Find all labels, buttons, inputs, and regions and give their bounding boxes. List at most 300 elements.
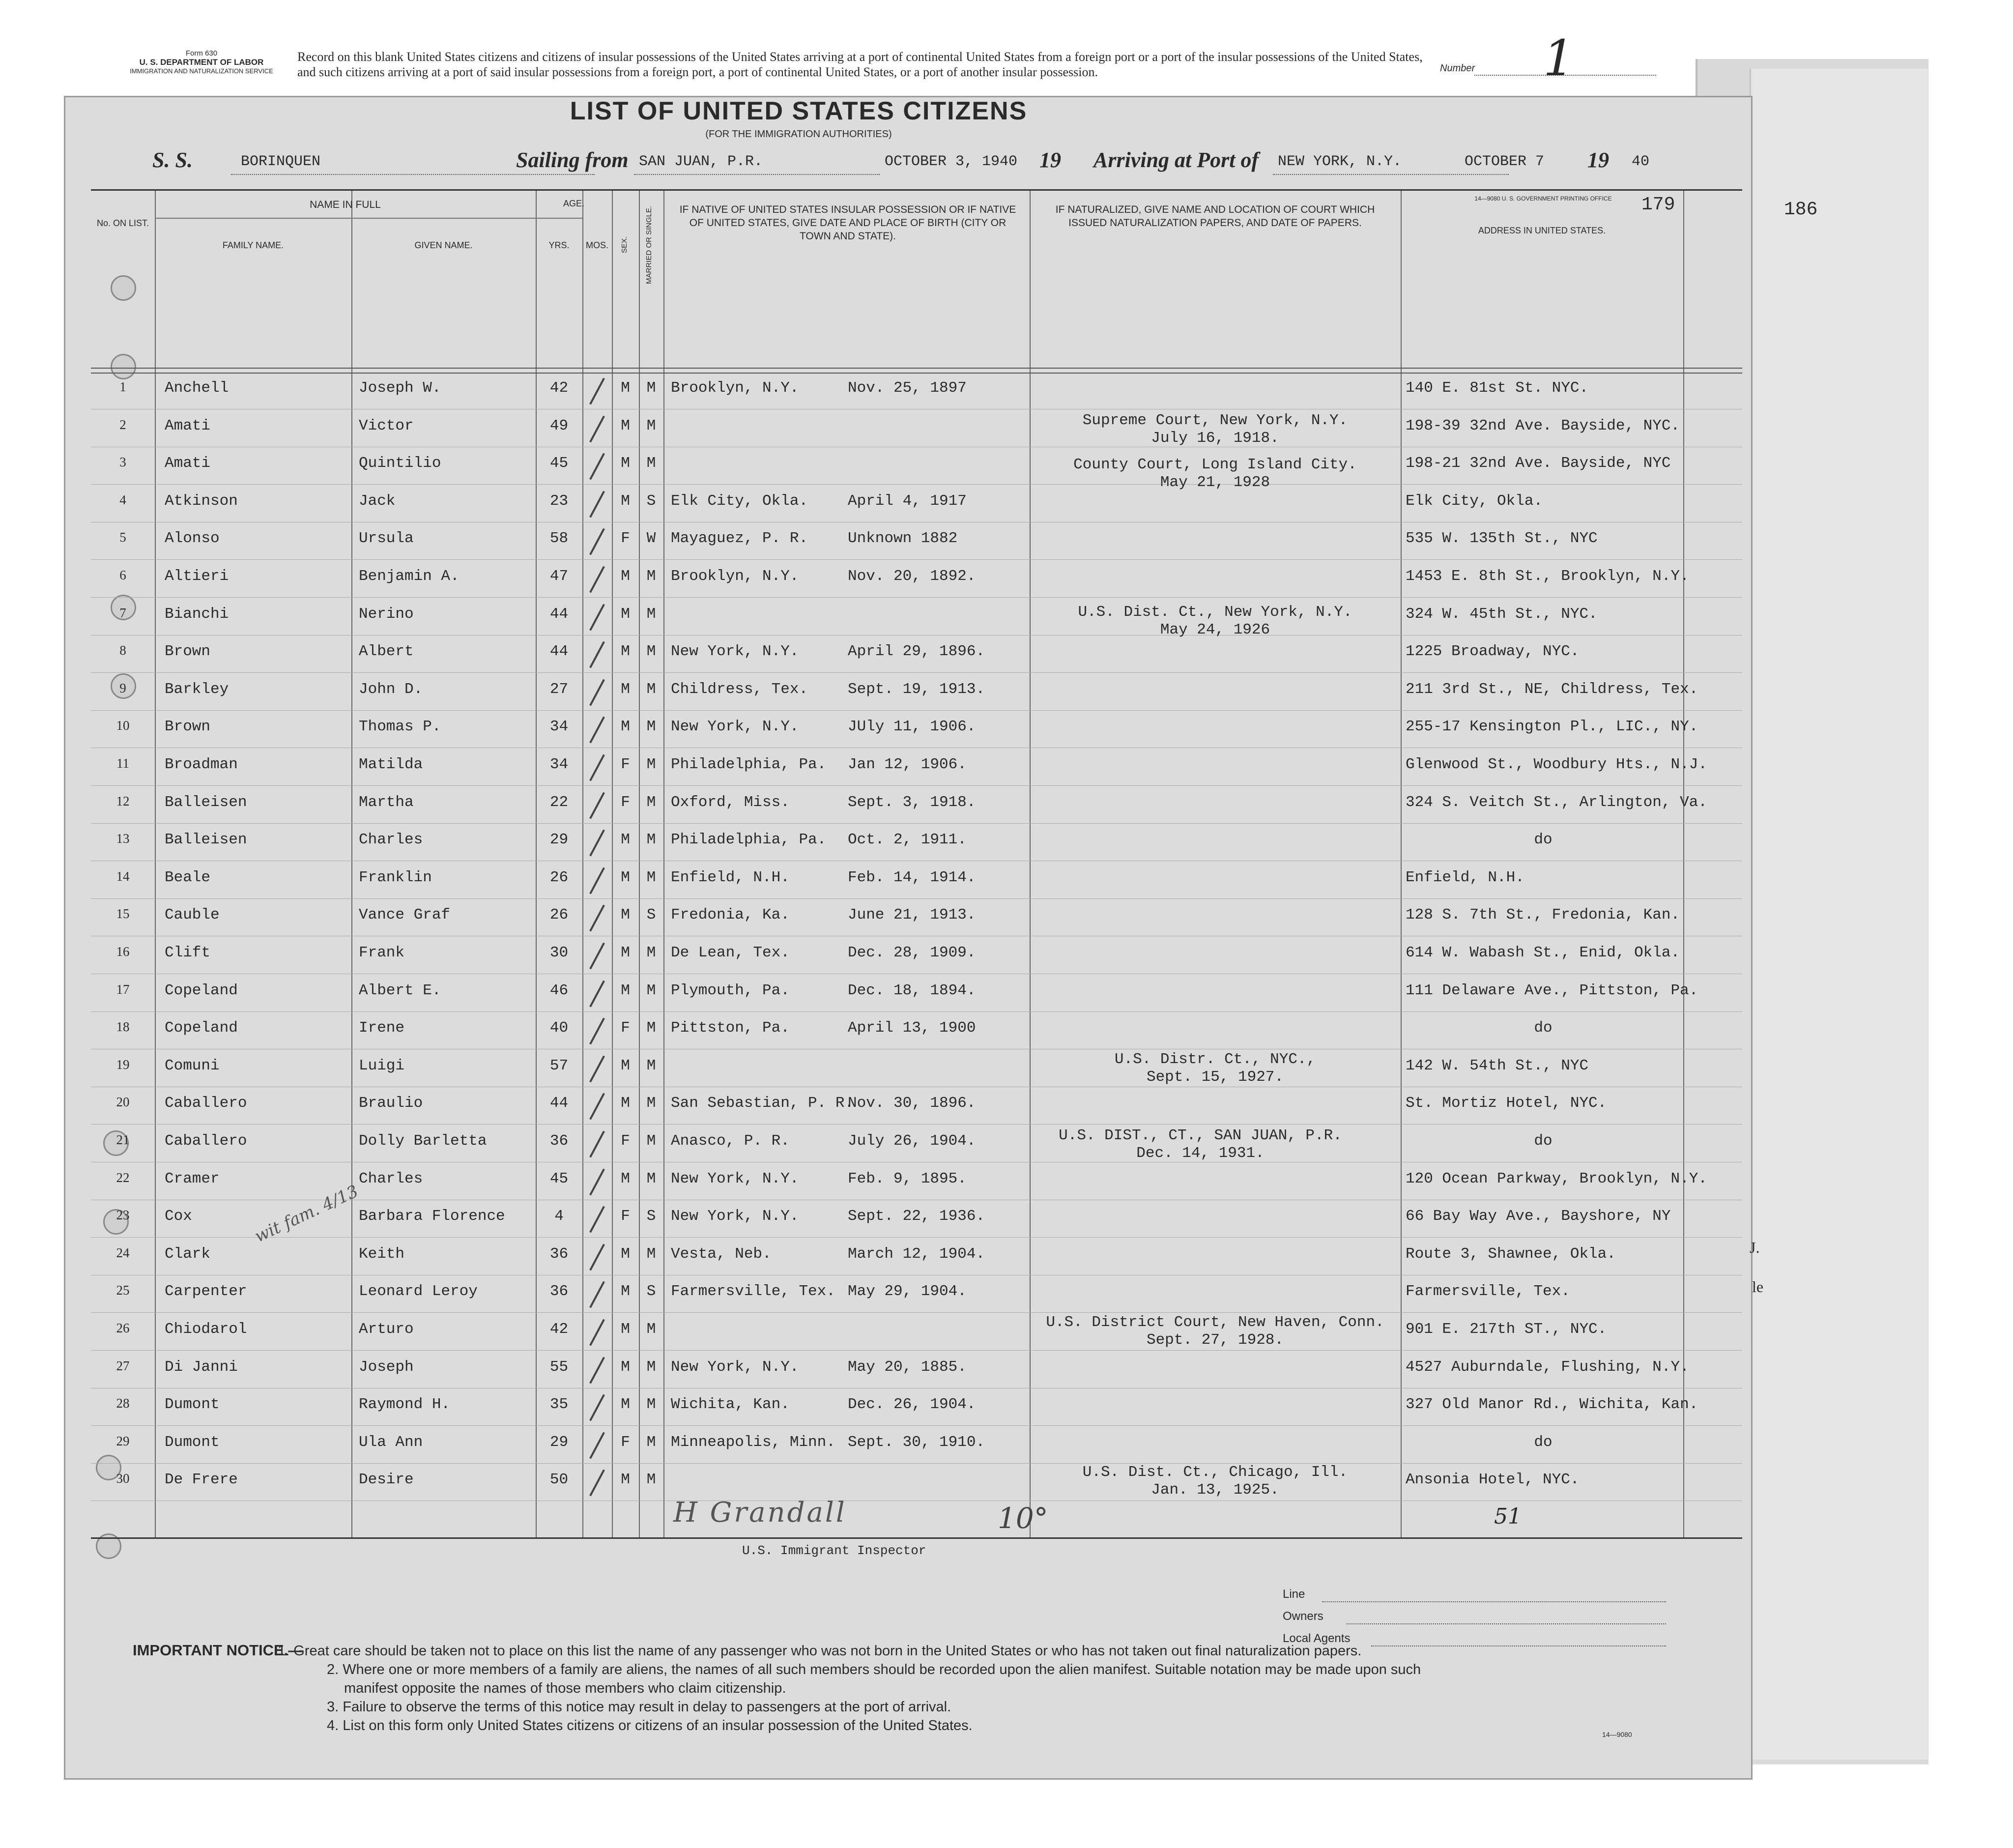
given-name: Albert [359, 643, 414, 661]
given-name: Frank [359, 944, 405, 961]
marital-status: M [646, 793, 656, 811]
age-years: 46 [549, 982, 569, 999]
given-name: Desire [359, 1471, 414, 1489]
th-given-name: GIVEN NAME. [414, 240, 473, 250]
sex: M [621, 1358, 630, 1376]
notice-2-cont: manifest opposite the names of those members who claim citizenship. [344, 1680, 786, 1696]
table-row [91, 824, 1742, 861]
age-years: 22 [549, 793, 569, 811]
th-sex: SEX. [620, 236, 629, 254]
row-number: 25 [116, 1283, 130, 1298]
sex: M [621, 1396, 630, 1414]
inspector-label: U.S. Immigrant Inspector [742, 1543, 926, 1558]
table-row [91, 1276, 1742, 1313]
marital-status: S [646, 492, 656, 510]
family-name: Caballero [165, 1132, 247, 1150]
table-row [91, 1050, 1742, 1087]
birth-place: Brooklyn, N.Y. [671, 568, 799, 585]
age-years: 36 [549, 1283, 569, 1300]
marital-status: M [646, 1471, 656, 1489]
given-name: Charles [359, 831, 423, 849]
family-name: Bianchi [165, 605, 229, 623]
months-dash-mark [589, 1357, 605, 1384]
sex: M [621, 417, 630, 434]
birth-place: Childress, Tex. [671, 680, 808, 698]
notice-4: 4. List on this form only United States citizens or citizens of an insular possession of the United States. [327, 1718, 973, 1733]
marital-status: M [646, 718, 656, 736]
family-name: Comuni [165, 1057, 220, 1074]
marital-status: M [646, 605, 656, 623]
address: Elk City, Okla. [1406, 492, 1543, 510]
address: 142 W. 54th St., NYC [1406, 1057, 1589, 1074]
given-name: Thomas P. [359, 718, 441, 736]
birth-place: Philadelphia, Pa. [671, 831, 827, 849]
row-rule [91, 1011, 1742, 1012]
given-name: Braulio [359, 1095, 423, 1112]
marital-status: M [646, 1245, 656, 1263]
age-years: 49 [549, 417, 569, 434]
family-name: Amati [165, 455, 211, 472]
given-name: Arturo [359, 1321, 414, 1338]
marital-status: M [646, 944, 656, 961]
birth-date: June 21, 1913. [848, 906, 976, 924]
notice-1: 1. Great care should be taken not to place on this list the name of any passenger who was not born in the United States or who has not taken out final naturalization papers. [278, 1643, 1362, 1659]
age-years: 26 [549, 906, 569, 924]
birth-place: Minneapolis, Minn. [671, 1433, 835, 1451]
table-row [91, 636, 1742, 673]
family-name: Copeland [165, 982, 238, 999]
row-number: 5 [119, 530, 126, 545]
court-name: U.S. DIST., CT., SAN JUAN, P.R. [1059, 1127, 1342, 1144]
months-dash-mark [589, 1168, 605, 1195]
sex: M [621, 680, 630, 698]
age-years: 29 [549, 1433, 569, 1451]
months-dash-mark [589, 905, 605, 932]
th-name-in-full: NAME IN FULL [310, 199, 381, 210]
birth-place: Fredonia, Ka. [671, 906, 790, 924]
birth-date: April 4, 1917 [848, 492, 967, 510]
birth-date: Sept. 19, 1913. [848, 680, 985, 698]
notice-2: 2. Where one or more members of a family are aliens, the names of all such members should be recorded upon the alien manifest. Suitable notation may be made upon such [327, 1662, 1421, 1677]
sex: F [621, 1132, 630, 1150]
given-name: Albert E. [359, 982, 441, 999]
marital-status: W [646, 530, 656, 548]
passenger-count: 51 [1494, 1504, 1522, 1529]
birth-date: April 29, 1896. [848, 643, 985, 661]
given-name: Joseph W. [359, 379, 441, 397]
marital-status: M [646, 379, 656, 397]
given-name: Franklin [359, 868, 432, 886]
table-row [91, 674, 1742, 711]
marital-status: M [646, 1321, 656, 1338]
birth-date: Feb. 9, 1895. [848, 1170, 967, 1187]
passenger-table [91, 189, 1742, 1539]
given-name: Quintilio [359, 455, 441, 472]
sailing-date: OCTOBER 3, 1940 [885, 153, 1018, 170]
sailing-year-prefix: 19 [1039, 148, 1061, 172]
agents-label: Local Agents [1283, 1632, 1351, 1645]
page-stamp: 179 [1641, 194, 1675, 215]
table-row [91, 1464, 1742, 1501]
list-number: 1 [1543, 29, 1575, 87]
age-years: 30 [549, 944, 569, 961]
th-naturalized: IF NATURALIZED, GIVE NAME AND LOCATION OF COURT WHICH ISSUED NATURALIZATION PAPERS, AND DATE OF PAPERS. [1055, 204, 1375, 229]
age-years: 26 [549, 868, 569, 886]
birth-date: Sept. 22, 1936. [848, 1208, 985, 1225]
row-number: 26 [116, 1321, 130, 1335]
row-rule [91, 672, 1742, 673]
row-number: 2 [119, 417, 126, 432]
sex: M [621, 944, 630, 961]
given-name: Keith [359, 1245, 405, 1263]
age-years: 58 [549, 530, 569, 548]
sex: M [621, 982, 630, 999]
age-years: 23 [549, 492, 569, 510]
months-dash-mark [589, 566, 605, 593]
row-number: 17 [116, 982, 130, 997]
th-age: AGE. [563, 199, 584, 208]
naturalization-entry [1039, 1314, 1391, 1349]
row-rule [91, 898, 1742, 899]
sex: M [621, 1245, 630, 1263]
address: 111 Delaware Ave., Pittston, Pa. [1406, 982, 1698, 999]
months-dash-mark [589, 1470, 605, 1497]
address: 1225 Broadway, NYC. [1406, 643, 1580, 661]
sex: F [621, 1433, 630, 1451]
family-name: Cox [165, 1208, 192, 1225]
age-years: 34 [549, 756, 569, 773]
address: 128 S. 7th St., Fredonia, Kan. [1406, 906, 1680, 924]
address: 327 Old Manor Rd., Wichita, Kan. [1406, 1396, 1698, 1414]
age-years: 35 [549, 1396, 569, 1414]
row-rule [91, 1312, 1742, 1313]
address: Glenwood St., Woodbury Hts., N.J. [1406, 756, 1707, 773]
row-number: 29 [116, 1433, 130, 1448]
marital-status: M [646, 1433, 656, 1451]
birth-place: De Lean, Tex. [671, 944, 790, 961]
given-name: Victor [359, 417, 414, 434]
family-name: Brown [165, 643, 211, 661]
naturalization-entry [1025, 1127, 1376, 1162]
th-married: MARRIED OR SINGLE. [645, 205, 653, 284]
th-birth: IF NATIVE OF UNITED STATES INSULAR POSSESSION OR IF NATIVE OF UNITED STATES, GIVE DATE AND PLACE OF BIRTH (CITY OR TOWN AND STATE). [679, 204, 1016, 242]
marital-status: M [646, 455, 656, 472]
age-years: 42 [549, 1321, 569, 1338]
family-name: Clark [165, 1245, 211, 1263]
sex: F [621, 756, 630, 773]
sex: M [621, 1321, 630, 1338]
row-rule [91, 484, 1742, 485]
ship-name: BORINQUEN [241, 153, 321, 170]
row-number: 15 [116, 906, 130, 922]
birth-date: Nov. 30, 1896. [848, 1095, 976, 1112]
table-row [91, 1126, 1742, 1162]
sex: M [621, 1283, 630, 1300]
months-dash-mark [589, 641, 605, 668]
family-name: Balleisen [165, 831, 247, 849]
sex: M [621, 492, 630, 510]
row-number: 1 [119, 379, 126, 394]
th-yrs: YRS. [548, 240, 570, 250]
months-dash-mark [589, 830, 605, 857]
months-dash-mark [589, 1055, 605, 1082]
age-years: 40 [549, 1019, 569, 1037]
address: 614 W. Wabash St., Enid, Okla. [1406, 944, 1680, 961]
row-rule [91, 785, 1742, 786]
ss-label: S. S. [152, 148, 193, 172]
row-rule [91, 710, 1742, 711]
birth-place: New York, N.Y. [671, 718, 799, 736]
sailing-label: Sailing from [516, 148, 629, 172]
age-years: 47 [549, 568, 569, 585]
page-stamp-right: 186 [1784, 199, 1818, 220]
given-name: John D. [359, 680, 423, 698]
address: do [1534, 831, 1553, 849]
marital-status: M [646, 1170, 656, 1187]
row-number: 30 [116, 1471, 130, 1486]
table-row [91, 561, 1742, 598]
given-name: Barbara Florence [359, 1208, 505, 1225]
address: 211 3rd St., NE, Childress, Tex. [1406, 680, 1698, 698]
ship-underline [231, 174, 595, 175]
row-rule [91, 597, 1742, 598]
address: do [1534, 1433, 1553, 1451]
birth-date: Feb. 14, 1914. [848, 868, 976, 886]
naturalization-entry [1039, 1464, 1391, 1499]
marital-status: M [646, 1095, 656, 1112]
table-row [91, 1314, 1742, 1351]
line-underline [1322, 1601, 1666, 1602]
notice-3: 3. Failure to observe the terms of this notice may result in delay to passengers at the port of arrival. [327, 1699, 951, 1715]
birth-place: New York, N.Y. [671, 643, 799, 661]
inspector-signature: H Grandall [673, 1497, 847, 1529]
arrival-port: NEW YORK, N.Y. [1278, 153, 1402, 170]
th-mos: MOS. [585, 240, 608, 250]
family-name: Barkley [165, 680, 229, 698]
court-date: Sept. 27, 1928. [1146, 1331, 1284, 1349]
address: 255-17 Kensington Pl., LIC., NY. [1406, 718, 1698, 736]
birth-date: Dec. 28, 1909. [848, 944, 976, 961]
sailing-underline [634, 174, 880, 175]
table-row [91, 373, 1742, 409]
months-dash-mark [589, 378, 605, 405]
row-number: 19 [116, 1057, 130, 1072]
months-dash-mark [589, 792, 605, 819]
table-row [91, 862, 1742, 899]
sex: F [621, 1019, 630, 1037]
address: 535 W. 135th St., NYC [1406, 530, 1598, 548]
sex: F [621, 793, 630, 811]
owners-underline [1347, 1623, 1666, 1624]
th-no: No. ON LIST. [96, 218, 149, 228]
printing-office: 14—9080 U. S. GOVERNMENT PRINTING OFFICE [1474, 195, 1612, 202]
family-name: Brown [165, 718, 211, 736]
th-address: ADDRESS IN UNITED STATES. [1478, 226, 1606, 235]
header-sub-rule [155, 218, 582, 219]
naturalization-entry [1039, 604, 1391, 639]
row-rule [91, 559, 1742, 560]
age-years: 44 [549, 643, 569, 661]
address: Farmersville, Tex. [1406, 1283, 1570, 1300]
birth-date: Oct. 2, 1911. [848, 831, 967, 849]
given-name: Raymond H. [359, 1396, 451, 1414]
birth-place: Farmersville, Tex. [671, 1283, 835, 1300]
marital-status: S [646, 1208, 656, 1225]
row-number: 6 [119, 568, 126, 582]
table-row [91, 899, 1742, 936]
court-name: County Court, Long Island City. [1073, 456, 1357, 473]
birth-date: Jan 12, 1906. [848, 756, 967, 773]
sex: M [621, 568, 630, 585]
given-name: Nerino [359, 605, 414, 623]
birth-date: March 12, 1904. [848, 1245, 985, 1263]
table-row [91, 410, 1742, 447]
given-name: Ula Ann [359, 1433, 423, 1451]
given-name: Charles [359, 1170, 423, 1187]
months-dash-mark [589, 453, 605, 480]
marital-status: M [646, 680, 656, 698]
marital-status: M [646, 982, 656, 999]
birth-place: Wichita, Kan. [671, 1396, 790, 1414]
marital-status: M [646, 831, 656, 849]
court-date: May 24, 1926 [1160, 621, 1270, 638]
table-row [91, 486, 1742, 522]
number-label: Number [1440, 63, 1475, 74]
given-name: Irene [359, 1019, 405, 1037]
birth-place: Mayaguez, P. R. [671, 530, 808, 548]
row-number: 8 [119, 643, 126, 658]
page-subtitle: (FOR THE IMMIGRATION AUTHORITIES) [705, 129, 892, 140]
row-number: 12 [116, 793, 130, 808]
address: do [1534, 1132, 1553, 1150]
birth-date: Dec. 26, 1904. [848, 1396, 976, 1414]
months-dash-mark [589, 1018, 605, 1045]
form-code: 14—9080 [1602, 1731, 1632, 1738]
marital-status: M [646, 568, 656, 585]
birth-place: San Sebastian, P. R. [671, 1095, 854, 1112]
months-dash-mark [589, 1093, 605, 1120]
family-name: Balleisen [165, 793, 247, 811]
address: 140 E. 81st St. NYC. [1406, 379, 1589, 397]
sex: M [621, 868, 630, 886]
form-number: Form 630 [185, 49, 218, 58]
owners-label: Owners [1283, 1610, 1323, 1623]
months-dash-mark [589, 1319, 605, 1346]
birth-place: Plymouth, Pa. [671, 982, 790, 999]
age-years: 42 [549, 379, 569, 397]
arrival-underline [1273, 174, 1509, 175]
family-name: Altieri [165, 568, 229, 585]
months-dash-mark [589, 528, 605, 555]
th-family-name: FAMILY NAME. [222, 240, 284, 250]
line-label: Line [1283, 1588, 1305, 1601]
given-name: Benjamin A. [359, 568, 460, 585]
court-date: Jan. 13, 1925. [1151, 1481, 1279, 1499]
birth-date: Dec. 18, 1894. [848, 982, 976, 999]
sex: M [621, 643, 630, 661]
birth-date: Sept. 3, 1918. [848, 793, 976, 811]
court-date: July 16, 1918. [1151, 430, 1279, 447]
edge-mark: J. [1750, 1239, 1760, 1256]
age-years: 44 [549, 1095, 569, 1112]
address: 1453 E. 8th St., Brooklyn, N.Y. [1406, 568, 1689, 585]
birth-place: New York, N.Y. [671, 1208, 799, 1225]
row-rule [91, 1237, 1742, 1238]
months-dash-mark [589, 754, 605, 781]
row-rule [91, 1425, 1742, 1426]
row-number: 28 [116, 1396, 130, 1411]
age-years: 4 [554, 1208, 564, 1225]
address: Enfield, N.H. [1406, 868, 1524, 886]
address: 4527 Auburndale, Flushing, N.Y. [1406, 1358, 1689, 1376]
marital-status: M [646, 868, 656, 886]
row-number: 16 [116, 944, 130, 959]
age-years: 55 [549, 1358, 569, 1376]
table-row [91, 1012, 1742, 1049]
marital-status: M [646, 1358, 656, 1376]
row-rule [91, 823, 1742, 824]
row-number: 22 [116, 1170, 130, 1185]
tally-mark: 10° [998, 1502, 1048, 1535]
address: 66 Bay Way Ave., Bayshore, NY [1406, 1208, 1671, 1225]
row-number: 11 [116, 756, 129, 771]
months-dash-mark [589, 679, 605, 706]
row-rule [91, 1463, 1742, 1464]
family-name: Clift [165, 944, 211, 961]
months-dash-mark [589, 943, 605, 970]
naturalization-entry [1039, 1051, 1391, 1086]
court-name: U.S. Dist. Ct., New York, N.Y. [1078, 604, 1352, 621]
row-number: 3 [119, 455, 126, 470]
form-header-left [74, 49, 329, 76]
row-number: 23 [116, 1208, 130, 1223]
family-name: Beale [165, 868, 211, 886]
row-number: 13 [116, 831, 130, 846]
address: 198-21 32nd Ave. Bayside, NYC [1406, 455, 1671, 472]
marital-status: S [646, 1283, 656, 1300]
address: 324 W. 45th St., NYC. [1406, 605, 1598, 623]
marital-status: M [646, 1057, 656, 1074]
birth-place: Oxford, Miss. [671, 793, 790, 811]
age-years: 34 [549, 718, 569, 736]
birth-date: Nov. 25, 1897 [848, 379, 967, 397]
court-name: U.S. Dist. Ct., Chicago, Ill. [1082, 1464, 1348, 1481]
row-number: 24 [116, 1245, 130, 1260]
age-years: 29 [549, 831, 569, 849]
table-row [91, 787, 1742, 824]
edge-mark: le [1752, 1278, 1764, 1296]
arrival-year-prefix: 19 [1587, 148, 1609, 172]
family-name: Anchell [165, 379, 229, 397]
family-name: Dumont [165, 1433, 220, 1451]
birth-place: Brooklyn, N.Y. [671, 379, 799, 397]
months-dash-mark [589, 1394, 605, 1421]
record-note: Record on this blank United States citizens and citizens of insular possessions of the United States arriving at a port of continental United States from a foreign port or a port of the insular possessions of the United States, and such citizens arriving at a port of said insular possessions from a foreign port, a port of continental United States, or a port of another insular possession. [297, 50, 1423, 79]
table-row [91, 599, 1742, 635]
row-rule [91, 1124, 1742, 1125]
age-years: 44 [549, 605, 569, 623]
family-name: Cauble [165, 906, 220, 924]
court-name: U.S. Distr. Ct., NYC., [1114, 1051, 1316, 1068]
months-dash-mark [589, 1131, 605, 1158]
sex: M [621, 379, 630, 397]
birth-place: Enfield, N.H. [671, 868, 790, 886]
birth-place: Pittston, Pa. [671, 1019, 790, 1037]
address: 120 Ocean Parkway, Brooklyn, N.Y. [1406, 1170, 1707, 1187]
cox-margin-note: wit fam. 4/13 [252, 1181, 362, 1247]
months-dash-mark [589, 980, 605, 1007]
marital-status: M [646, 1396, 656, 1414]
